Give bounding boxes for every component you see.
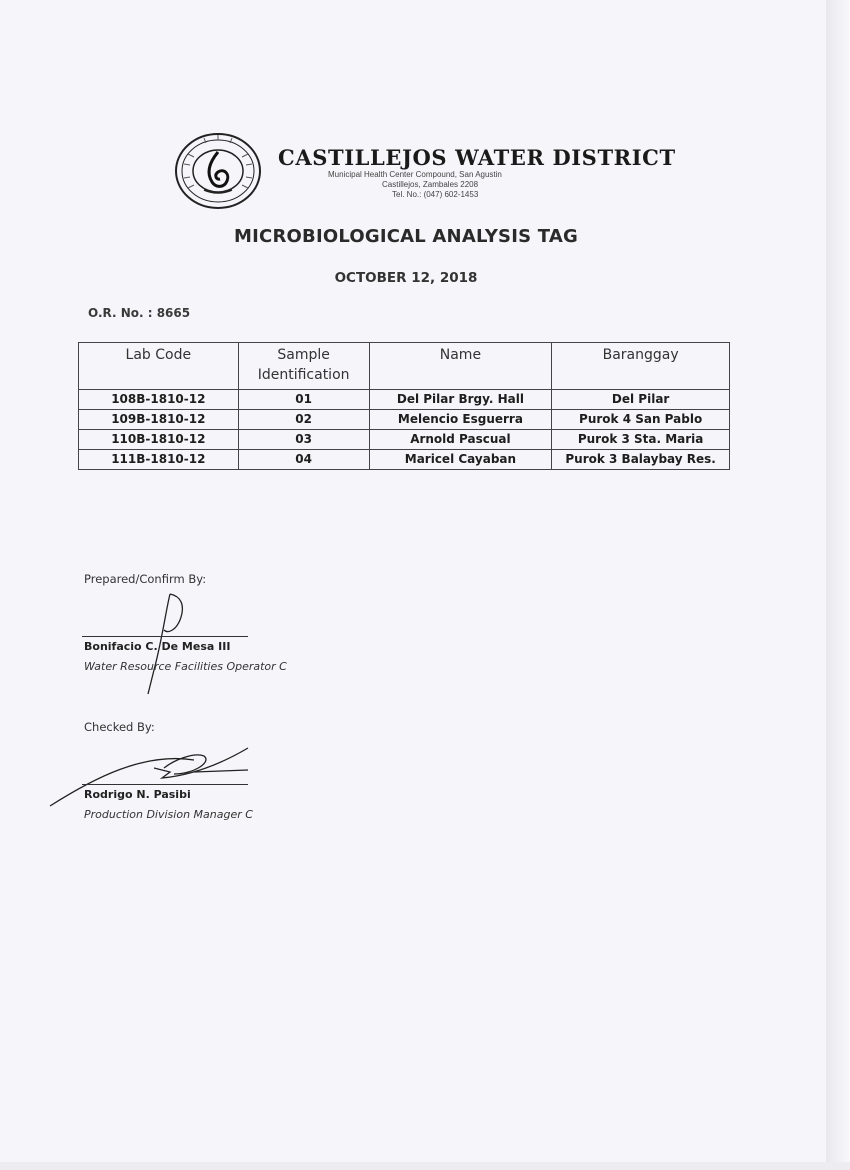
prepared-signature-line xyxy=(82,636,248,637)
table-row xyxy=(79,410,730,430)
prepared-by-title: Water Resource Facilities Operator C xyxy=(84,660,287,673)
cell-sample-id: 02 xyxy=(238,410,369,430)
document-title: MICROBIOLOGICAL ANALYSIS TAG xyxy=(234,226,578,247)
cell-lab-code: 109B-1810-12 xyxy=(79,410,239,430)
cell-lab-code: 108B-1810-12 xyxy=(79,390,239,410)
cell-lab-code: 110B-1810-12 xyxy=(79,430,239,450)
cell-name: Maricel Cayaban xyxy=(369,450,552,470)
table-header-row xyxy=(79,343,730,390)
header-baranggay: Baranggay xyxy=(552,343,730,390)
cell-baranggay: Purok 3 Balaybay Res. xyxy=(552,450,730,470)
cell-name: Del Pilar Brgy. Hall xyxy=(369,390,552,410)
address-line-3: Tel. No.: (047) 602-1453 xyxy=(392,190,479,199)
table-row xyxy=(79,430,730,450)
sample-table xyxy=(78,342,730,470)
cell-name: Arnold Pascual xyxy=(369,430,552,450)
cell-name: Melencio Esguerra xyxy=(369,410,552,430)
prepared-by-name: Bonifacio C. De Mesa III xyxy=(84,640,231,653)
checked-signature-line xyxy=(82,784,248,785)
cell-baranggay: Purok 4 San Pablo xyxy=(552,410,730,430)
cell-lab-code: 111B-1810-12 xyxy=(79,450,239,470)
scan-edge xyxy=(826,0,850,1170)
checked-by-title: Production Division Manager C xyxy=(84,808,253,821)
checked-by-name: Rodrigo N. Pasibi xyxy=(84,788,191,801)
cell-sample-id: 03 xyxy=(238,430,369,450)
document-date: OCTOBER 12, 2018 xyxy=(334,270,478,286)
address-line-1: Municipal Health Center Compound, San Agustin xyxy=(328,170,502,179)
header-sample-identification: Sample Identification xyxy=(238,343,369,390)
table-row xyxy=(79,390,730,410)
or-number: O.R. No. : 8665 xyxy=(88,306,191,320)
cell-baranggay: Purok 3 Sta. Maria xyxy=(552,430,730,450)
checked-by-label: Checked By: xyxy=(84,720,155,734)
address-line-2: Castillejos, Zambales 2208 xyxy=(382,180,479,189)
cell-baranggay: Del Pilar xyxy=(552,390,730,410)
water-district-seal-logo xyxy=(174,132,262,210)
scan-bottom-edge xyxy=(0,1162,850,1170)
cell-sample-id: 04 xyxy=(238,450,369,470)
prepared-by-label: Prepared/Confirm By: xyxy=(84,572,207,586)
cell-sample-id: 01 xyxy=(238,390,369,410)
header-lab-code: Lab Code xyxy=(79,343,239,390)
header-name: Name xyxy=(369,343,552,390)
table-row xyxy=(79,450,730,470)
org-name: CASTILLEJOS WATER DISTRICT xyxy=(278,145,676,170)
